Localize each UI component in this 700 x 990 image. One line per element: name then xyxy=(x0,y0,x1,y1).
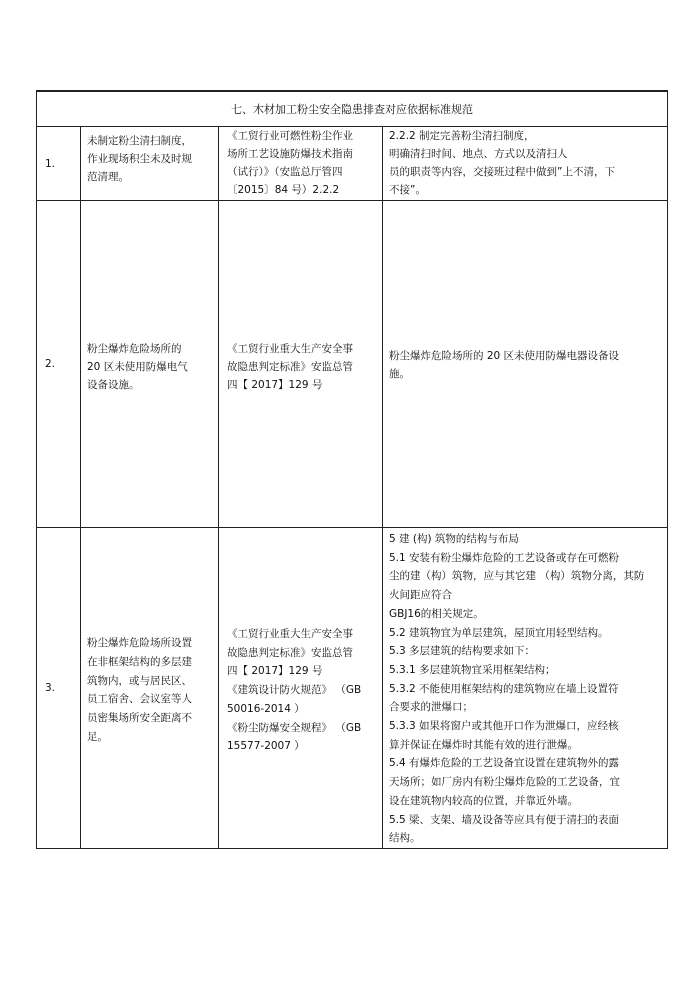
problem-line: 粉尘爆炸危险场所设置 xyxy=(87,637,192,650)
standard-cell xyxy=(383,201,668,528)
problem-cell xyxy=(81,528,219,849)
standard-line: 5 建 (构) 筑物的结构与布局 xyxy=(389,533,519,545)
standard-cell xyxy=(383,127,668,201)
problem-line: 20 区未使用防爆电气 xyxy=(87,360,188,373)
basis-line: 《工贸行业可燃性粉尘作业 xyxy=(227,130,353,142)
basis-line: 15577-2007 ） xyxy=(227,740,305,753)
standard-line: 天场所；如厂房内有粉尘爆炸危险的工艺设备，宜 xyxy=(389,776,620,789)
standard-line: 粉尘爆炸危险场所的 20 区未使用防爆电器设备设 xyxy=(389,350,620,362)
table-row xyxy=(37,201,668,528)
problem-line: 范清理。 xyxy=(87,171,129,183)
basis-line: （试行）》（安监总厅管四 xyxy=(227,166,343,178)
basis-cell xyxy=(219,127,383,201)
standard-line: 明确清扫时间、地点、方式以及清扫人 xyxy=(389,148,568,160)
basis-line: 故隐患判定标准》安监总管 xyxy=(227,646,353,659)
basis-line: 〔2015〕84 号）2.2.2 xyxy=(227,184,340,196)
problem-line: 在非框架结构的多层建 xyxy=(87,656,192,669)
row-number: 2. xyxy=(37,201,81,528)
standard-line: 火间距应符合 xyxy=(389,589,452,602)
basis-cell xyxy=(219,201,383,528)
problem-cell xyxy=(81,201,219,528)
standard-line: 设在建筑物内较高的位置，并靠近外墙。 xyxy=(389,794,578,807)
row-number: 3. xyxy=(37,528,81,849)
problem-line: 足。 xyxy=(87,730,108,743)
standard-line: 5.3.1 多层建筑物宜采用框架结构； xyxy=(389,663,556,676)
basis-line: 《工贸行业重大生产安全事 xyxy=(227,628,353,641)
basis-line: 50016-2014 ） xyxy=(227,702,305,715)
standard-line: 5.4 有爆炸危险的工艺设备宜设置在建筑物外的露 xyxy=(389,757,620,770)
standard-line: 合要求的泄爆口； xyxy=(389,701,473,714)
standard-line: 5.3.3 如果将窗户或其他开口作为泄爆口，应经核 xyxy=(389,720,619,733)
standard-line: 5.2 建筑物宜为单层建筑，屋顶宜用轻型结构。 xyxy=(389,626,609,639)
standard-line: 5.1 安装有粉尘爆炸危险的工艺设备或存在可燃粉 xyxy=(389,551,620,564)
standard-line: 尘的建（构）筑物，应与其它建 （构）筑物分离，其防 xyxy=(389,570,645,583)
standard-line: 算并保证在爆炸时其能有效的进行泄爆。 xyxy=(389,738,578,751)
row-number: 1. xyxy=(37,127,81,201)
table-title: 七、木材加工粉尘安全隐患排查对应依据标准规范 xyxy=(37,92,668,127)
standard-line: GBJ16的相关规定。 xyxy=(389,607,484,620)
basis-cell xyxy=(219,528,383,849)
basis-line: 《建筑设计防火规范》 （GB xyxy=(227,684,362,697)
basis-line: 四【 2017】129 号 xyxy=(227,665,323,678)
table-row xyxy=(37,127,668,201)
problem-line: 粉尘爆炸危险场所的 xyxy=(87,342,182,355)
problem-line: 筑物内，或与居民区、 xyxy=(87,674,192,687)
table-title-row xyxy=(37,92,668,127)
problem-line: 作业现场积尘未及时规 xyxy=(87,153,192,165)
standard-line: 不接”。 xyxy=(389,184,426,196)
standard-line: 结构。 xyxy=(389,832,421,845)
problem-line: 员工宿舍、会议室等人 xyxy=(87,693,192,706)
basis-line: 故隐患判定标准》安监总管 xyxy=(227,360,353,373)
hazard-standards-table xyxy=(36,90,668,849)
standard-line: 2.2.2 制定完善粉尘清扫制度， xyxy=(389,130,535,142)
basis-line: 《工贸行业重大生产安全事 xyxy=(227,342,353,355)
standard-cell xyxy=(383,528,668,849)
problem-cell xyxy=(81,127,219,201)
basis-line: 四【 2017】129 号 xyxy=(227,378,323,391)
standard-line: 施。 xyxy=(389,368,410,380)
basis-line: 《粉尘防爆安全规程》 （GB xyxy=(227,721,362,734)
standard-line: 5.5 梁、支架、墙及设备等应具有便于清扫的表面 xyxy=(389,813,620,826)
problem-line: 未制定粉尘清扫制度， xyxy=(87,135,192,147)
table-row xyxy=(37,528,668,849)
standard-line: 5.3 多层建筑的结构要求如下： xyxy=(389,645,536,658)
basis-line: 场所工艺设施防爆技术指南 xyxy=(227,148,353,160)
problem-line: 设备设施。 xyxy=(87,378,140,391)
standard-line: 员的职责等内容，交接班过程中做到”上不清，下 xyxy=(389,166,615,178)
problem-line: 员密集场所安全距离不 xyxy=(87,712,192,725)
standard-line: 5.3.2 不能使用框架结构的建筑物应在墙上设置符 xyxy=(389,682,619,695)
